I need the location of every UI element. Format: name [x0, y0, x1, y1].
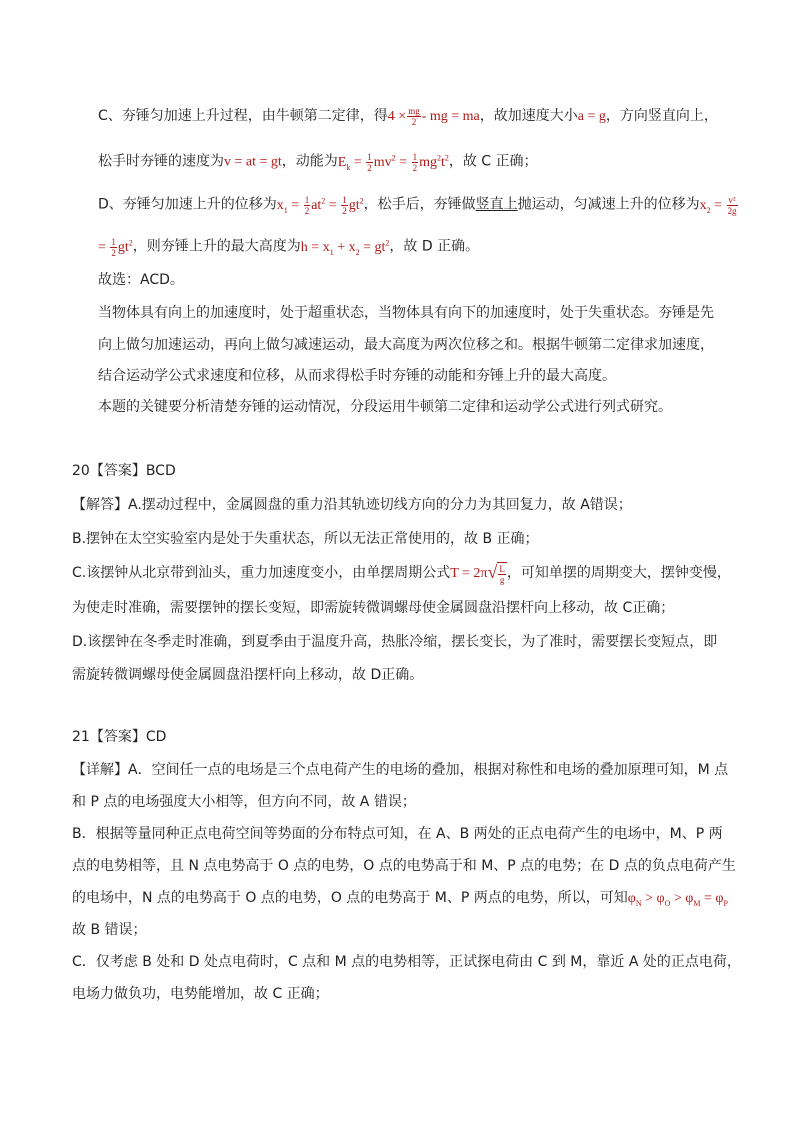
text: ，故加速度大小: [479, 108, 578, 124]
equation: $\varphi_N > \varphi_O > \varphi_M = \varphi_P$: [627, 891, 728, 908]
analysis-line: 向上做匀加速运动，再向上做匀减速运动，最大高度为两次位移之和。根据牛顿第二定律求加速度，: [98, 337, 714, 353]
section-c-line-2: [98, 148, 538, 177]
text: ，方向竖直向上，: [605, 108, 718, 124]
analysis-line: 本题的关键要分析清楚夯锤的运动情况，分段运用牛顿第二定律和运动学公式进行列式研究。: [98, 399, 672, 415]
text: C、夯锤匀加速上升过程，由牛顿第二定律，得: [98, 108, 388, 124]
equation: $x_1$ = $\frac{1}{2}$ $at^2$ = $\frac{1}{2}$ $gt^2$: [276, 194, 364, 216]
q21-option-c-line-2: 电场力做负功，电势能增加，故 C 正确；: [72, 986, 329, 1002]
text: C.该摆钟从北京带到汕头，重力加速度变小，由单摆周期公式: [72, 564, 451, 581]
q21-option-c-line-1: C．仅考虑 B 处和 D 处点电荷时，C 点和 M 点的电势相等，正试探电荷由 C 到 M，靠近 A 处的正点电荷，: [72, 954, 741, 970]
q21-header: 21【答案】CD: [72, 729, 167, 745]
q21-option-b-line-3: [72, 888, 728, 914]
section-d-line-2: [98, 233, 479, 262]
section-d-line-1: [98, 191, 739, 220]
q21-option-b-line-2: 点的电势相等，且 N 点电势高于 O 点的电势，O 点的电势高于和 M、P 点的电势；在 D 点的负点电荷产生: [72, 858, 736, 874]
text: ，动能为: [281, 153, 338, 170]
equation: T = 2π√ $\frac{L}{g}$: [450, 562, 505, 586]
text: ，故 C 正确；: [448, 153, 538, 170]
answer-choice: 故选：ACD。: [98, 272, 184, 288]
text: 松手时夯锤的速度为: [98, 153, 224, 170]
section-c-line-1: [98, 106, 718, 127]
equation: $h = x_1 + x_2 = gt^2$: [300, 238, 390, 257]
q20-option-d-line-1: D.该摆钟在冬季走时准确，到夏季由于温度升高，热胀冷缩，摆长变长，为了准时，需要摆长变短点，即: [72, 634, 718, 650]
equation: v = at = gt: [224, 154, 282, 170]
text: D、夯锤匀加速上升的位移为: [98, 196, 277, 213]
q20-option-c-line-2: 为使走时准确，需要摆钟的摆长变短，即需旋转微调螺母使金属圆盘沿摆杆向上移动，故 C正确；: [72, 600, 675, 616]
q20-option-d-line-2: 需旋转微调螺母使金属圆盘沿摆杆向上移动，故 D正确。: [72, 667, 424, 683]
analysis-line: 结合运动学公式求速度和位移，从而求得松手时夯锤的动能和夯锤上升的最大高度。: [98, 368, 616, 384]
equation: a = g: [577, 109, 606, 124]
analysis-line: 当物体具有向上的加速度时，处于超重状态，当物体具有向下的加速度时，处于失重状态。夯锤是先: [98, 305, 714, 321]
q21-option-a-line-1: 【详解】A．空间任一点的电场是三个点电荷产生的电场的叠加，根据对称性和电场的叠加原理可知，M 点: [72, 762, 729, 778]
text: ，故 D 正确。: [389, 238, 480, 255]
text: 竖直上: [475, 196, 518, 213]
text: 的电场中，N 点的电势高于 O 点的电势，O 点的电势高于 M、P 两点的电势，所以，可知: [72, 890, 628, 906]
equation: 4 × $\frac{mg}{2}$ - mg = ma: [387, 106, 480, 128]
equation: $x_2$ = $\frac{\text{v²}}{2g}$: [699, 194, 737, 216]
text: ，松手后，夯锤做: [363, 196, 476, 213]
equation: $E_k$ = $\frac{1}{2}$ $mv^2$ = $\frac{1}{2}$ $mg^2t^2$: [337, 151, 449, 173]
q20-option-a: 【解答】A.摆动过程中，金属圆盘的重力沿其轨迹切线方向的分力为其回复力，故 A错误；: [72, 497, 632, 513]
q20-header: 20【答案】BCD: [72, 463, 176, 479]
text: ，可知单摆的周期变大，摆钟变慢，: [506, 564, 731, 581]
text: ，则夯锤上升的最大高度为: [132, 238, 301, 255]
equation: = $\frac{1}{2}$ $gt^2$: [98, 236, 133, 258]
text: 抛运动，匀减速上升的位移为: [517, 196, 700, 213]
q20-option-c-line-1: [72, 562, 731, 585]
q21-option-b-line-4: 故 B 错误；: [72, 922, 147, 938]
q21-option-a-line-2: 和 P 点的电场强度大小相等，但方向不同，故 A 错误；: [72, 794, 416, 810]
q20-option-b: B.摆钟在太空实验室内是处于失重状态，所以无法正常使用的，故 B 正确；: [72, 531, 539, 547]
q21-option-b-line-1: B．根据等量同种正点电荷空间等势面的分布特点可知，在 A、B 两处的正点电荷产生的电场中，M、P 两: [72, 826, 723, 842]
